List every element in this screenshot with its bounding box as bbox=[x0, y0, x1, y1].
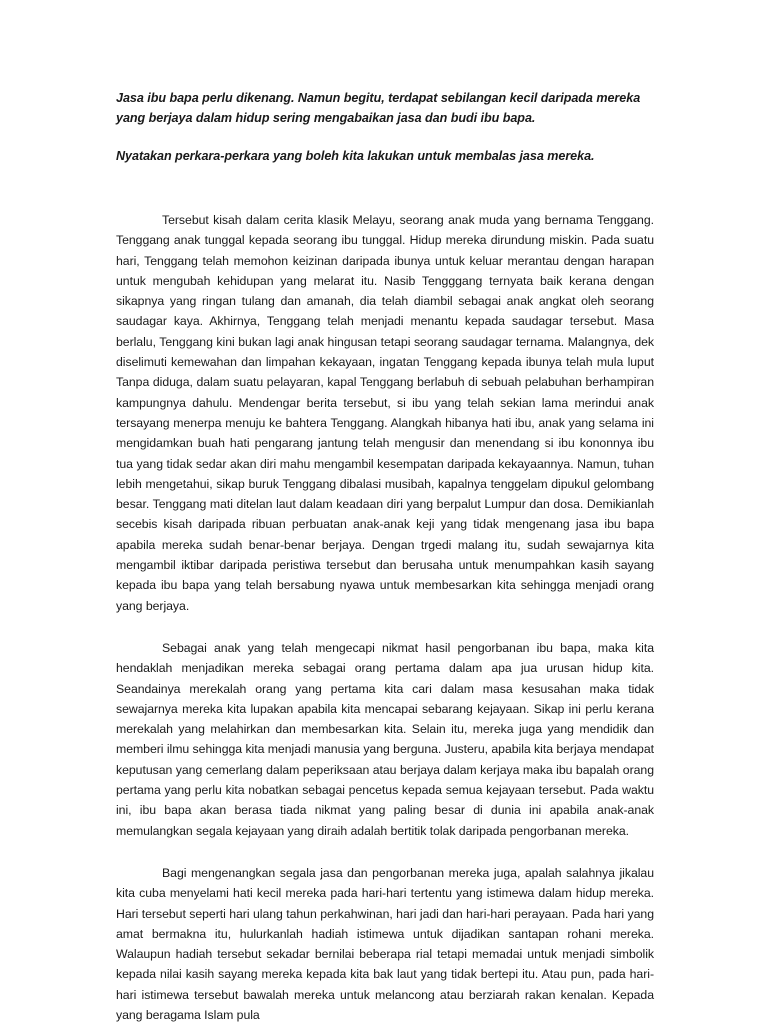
paragraph-1: Tersebut kisah dalam cerita klasik Melayu, seorang anak muda yang bernama Tenggang. Tenggang anak tunggal kepada seorang ibu tunggal. Hidup mereka dirundung miskin. Pada suatu hari, Tenggang telah memohon keizinan daripada ibunya untuk keluar merantau dengan harapan untuk mengubah kehidupan yang melarat itu. Nasib Tengggang ternyata baik kerana dengan sikapnya yang ringan tulang dan amanah, dia telah diambil sebagai anak angkat oleh seorang saudagar kaya. Akhirnya, Tenggang telah menjadi menantu kepada saudagar tersebut. Masa berlalu, Tenggang kini bukan lagi anak hingusan tetapi seorang saudagar ternama. Malangnya, dek diselimuti kemewahan dan limpahan kekayaan, ingatan Tenggang kepada ibunya telah mula luput Tanpa diduga, dalam suatu pelayaran, kapal Tenggang berlabuh di sebuah pelabuhan berhampiran kampungnya dahulu. Mendengar berita tersebut, si ibu yang telah sekian lama merindui anak tersayang menerpa menuju ke bahtera Tenggang. Alangkah hibanya hati ibu, anak yang selama ini mengidamkan buah hati pengarang jantung telah mengusir dan menendang si ibu kononnya ibu tua yang tidak sedar akan diri mahu mengambil kesempatan daripada kekayaannya. Namun, tuhan lebih mengetahui, sikap buruk Tenggang dibalasi musibah, kapalnya tenggelam dipukul gelombang besar. Tenggang mati ditelan laut dalam keadaan diri yang berpalut Lumpur dan dosa. Demikianlah secebis kisah daripada ribuan perbuatan anak-anak keji yang tidak mengenang jasa ibu bapa apabila mereka sudah benar-benar berjaya. Dengan trgedi malang itu, sudah sewajarnya kita mengambil iktibar daripada peristiwa tersebut dan berusaha untuk menumpahkan kasih sayang kepada ibu bapa yang telah bersabung nyawa untuk membesarkan kita sehingga menjadi orang yang berjaya. bbox=[116, 213, 654, 613]
essay-prompt-question: Nyatakan perkara-perkara yang boleh kita lakukan untuk membalas jasa mereka. bbox=[116, 149, 595, 163]
paragraph-3: Bagi mengenangkan segala jasa dan pengorbanan mereka juga, apalah salahnya jikalau kita cuba menyelami hati kecil mereka pada hari-hari tertentu yang istimewa dalam hidup mereka. Hari tersebut seperti hari ulang tahun perkahwinan, hari jadi dan hari-hari perayaan. Pada hari yang amat bermakna itu, hulurkanlah hadiah istimewa untuk dijadikan santapan rohani mereka. Walaupun hadiah tersebut sekadar bernilai beberapa rial tetapi memadai untuk menjadi simbolik kepada nilai kasih sayang mereka kepada kita bak laut yang tidak bertepi itu. Atau pun, pada hari-hari istimewa tersebut bawalah mereka untuk melancong atau berziarah rakan kenalan. Kepada yang beragama Islam pula bbox=[116, 865, 654, 1022]
essay-body bbox=[116, 210, 654, 1025]
essay-prompt-statement: Jasa ibu bapa perlu dikenang. Namun begitu, terdapat sebilangan kecil daripada mereka yang berjaya dalam hidup sering mengabaikan jasa dan budi ibu bapa. bbox=[116, 91, 641, 125]
paragraph-2: Sebagai anak yang telah mengecapi nikmat hasil pengorbanan ibu bapa, maka kita hendaklah menjadikan mereka sebagai orang pertama dalam apa jua urusan hidup kita. Seandainya merekalah orang yang pertama kita cari dalam masa kesusahan maka tidak sewajarnya mereka kita lupakan apabila kita mencapai sebarang kejayaan. Sikap ini perlu kerana merekalah yang melahirkan dan membesarkan kita. Selain itu, mereka juga yang mendidik dan memberi ilmu sehingga kita menjadi manusia yang berguna. Justeru, apabila kita berjaya mendapat keputusan yang cemerlang dalam peperiksaan atau berjaya dalam kerjaya maka ibu bapalah orang pertama yang perlu kita nobatkan sebagai pencetus kepada semua kejayaan tersebut. Pada waktu ini, ibu bapa akan berasa tiada nikmat yang paling besar di dunia ini apabila anak-anak memulangkan segala kejayaan yang diraih adalah bertitik tolak daripada pengorbanan mereka. bbox=[116, 640, 654, 838]
